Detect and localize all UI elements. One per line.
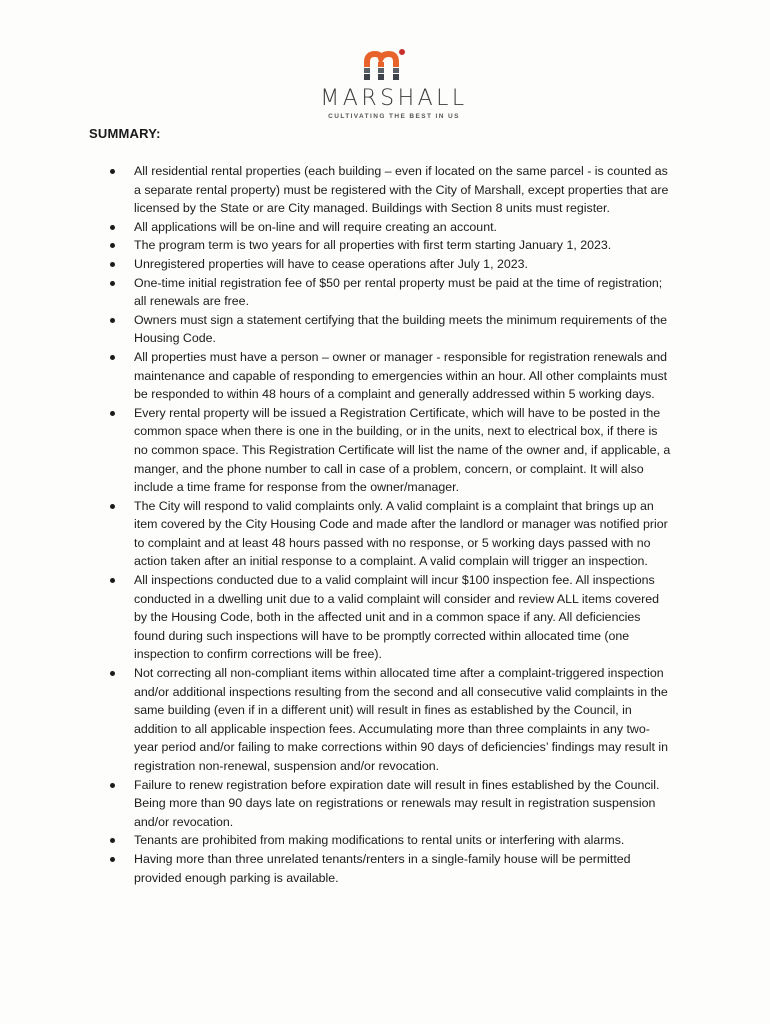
list-item	[108, 236, 673, 255]
bullet-icon	[110, 225, 115, 230]
list-item-text: All residential rental properties (each building – even if located on the same parcel - is counted as a separate rental property) must be registered with the City of Marshall, except properties that are licensed by the State or are City managed. Buildings with Section 8 units must register.	[134, 164, 669, 216]
bullet-icon	[110, 411, 115, 416]
list-item-text: Failure to renew registration before expiration date will result in fines established by the Council. Being more than 90 days late on registrations or renewals may result in registration suspension and/or revocation.	[134, 777, 660, 829]
list-item	[108, 162, 673, 218]
bullet-icon	[110, 578, 115, 583]
list-item	[108, 776, 673, 832]
list-item	[108, 664, 673, 776]
bullet-icon	[110, 281, 115, 286]
list-item-text: The program term is two years for all properties with first term starting January 1, 2023.	[134, 238, 612, 253]
bullet-icon	[110, 838, 115, 843]
list-item-text: Tenants are prohibited from making modifications to rental units or interfering with alarms.	[134, 833, 625, 848]
marshall-logo	[0, 48, 770, 120]
list-item-text: Owners must sign a statement certifying that the building meets the minimum requirements of the Housing Code.	[134, 312, 668, 346]
list-item-text: Unregistered properties will have to cease operations after July 1, 2023.	[134, 256, 528, 271]
list-item	[108, 850, 673, 887]
list-item	[108, 571, 673, 664]
list-item	[108, 831, 673, 850]
bullet-icon	[110, 355, 115, 360]
marshall-m-logo-icon	[363, 48, 407, 84]
bullet-icon	[110, 262, 115, 267]
bullet-icon	[110, 318, 115, 323]
bullet-icon	[110, 169, 115, 174]
list-item-text: All properties must have a person – owner or manager - responsible for registration renewals and maintenance and capable of responding to emergencies within an hour. All other complaints must be responded to within 48 hours of a complaint and generally addressed within 5 working days.	[134, 349, 668, 402]
list-item-text: Not correcting all non-compliant items within allocated time after a complaint-triggered inspection and/or additional inspections resulting from the second and all consecutive valid complaints in the same building (even if in a different unit) will result in fines as established by the Council, in addition to all applicable inspection fees. Accumulating more than three complaints in any two-year period and/or failing to make corrections within 90 days of deficiencies’ findings may result in registration non-renewal, suspension and/or revocation.	[134, 666, 668, 773]
list-item-text: One-time initial registration fee of $50 per rental property must be paid at the time of registration; all renewals are free.	[134, 275, 663, 309]
logo-tagline: CULTIVATING THE BEST IN US	[328, 113, 460, 120]
bullet-icon	[110, 783, 115, 788]
list-item	[108, 497, 673, 571]
list-item	[108, 274, 673, 311]
list-item-text: Having more than three unrelated tenants/renters in a single-family house will be permitted provided enough parking is available.	[134, 851, 631, 885]
list-item	[108, 404, 673, 497]
list-item-text: All applications will be on-line and will require creating an account.	[134, 219, 497, 234]
bullet-icon	[110, 243, 115, 248]
list-item	[108, 348, 673, 404]
bullet-icon	[110, 857, 115, 862]
list-item-text: Every rental property will be issued a Registration Certificate, which will have to be posted in the common space when there is one in the building, or in the units, next to electrical box, if there is no common space. This Registration Certificate will list the name of the owner and, if applicable, a manger, and the phone number to call in case of a problem, concern, or complaint. It will also include a time frame for response from the owner/manager.	[134, 405, 671, 495]
logo-wordmark: MARSHALL	[320, 86, 468, 111]
list-item	[108, 218, 673, 237]
summary-list	[108, 162, 673, 887]
summary-heading: SUMMARY:	[89, 126, 161, 141]
bullet-icon	[110, 504, 115, 509]
bullet-icon	[110, 671, 115, 676]
list-item	[108, 255, 673, 274]
list-item	[108, 311, 673, 348]
list-item-text: The City will respond to valid complaints only. A valid complaint is a complaint that brings up an item covered by the City Housing Code and made after the landlord or manager was notified prior to complaint and at least 48 hours passed with no response, or 5 working days passed with no action taken after an initial response to a complaint. A valid complain will trigger an inspection.	[134, 498, 668, 569]
list-item-text: All inspections conducted due to a valid complaint will incur $100 inspection fee. All inspections conducted in a dwelling unit due to a valid complaint will consider and review ALL items covered by the Housing Code, both in the affected unit and in a common space if any. All deficiencies found during such inspections will have to be promptly corrected within allocated time (one inspection to confirm corrections will be free).	[134, 573, 660, 662]
